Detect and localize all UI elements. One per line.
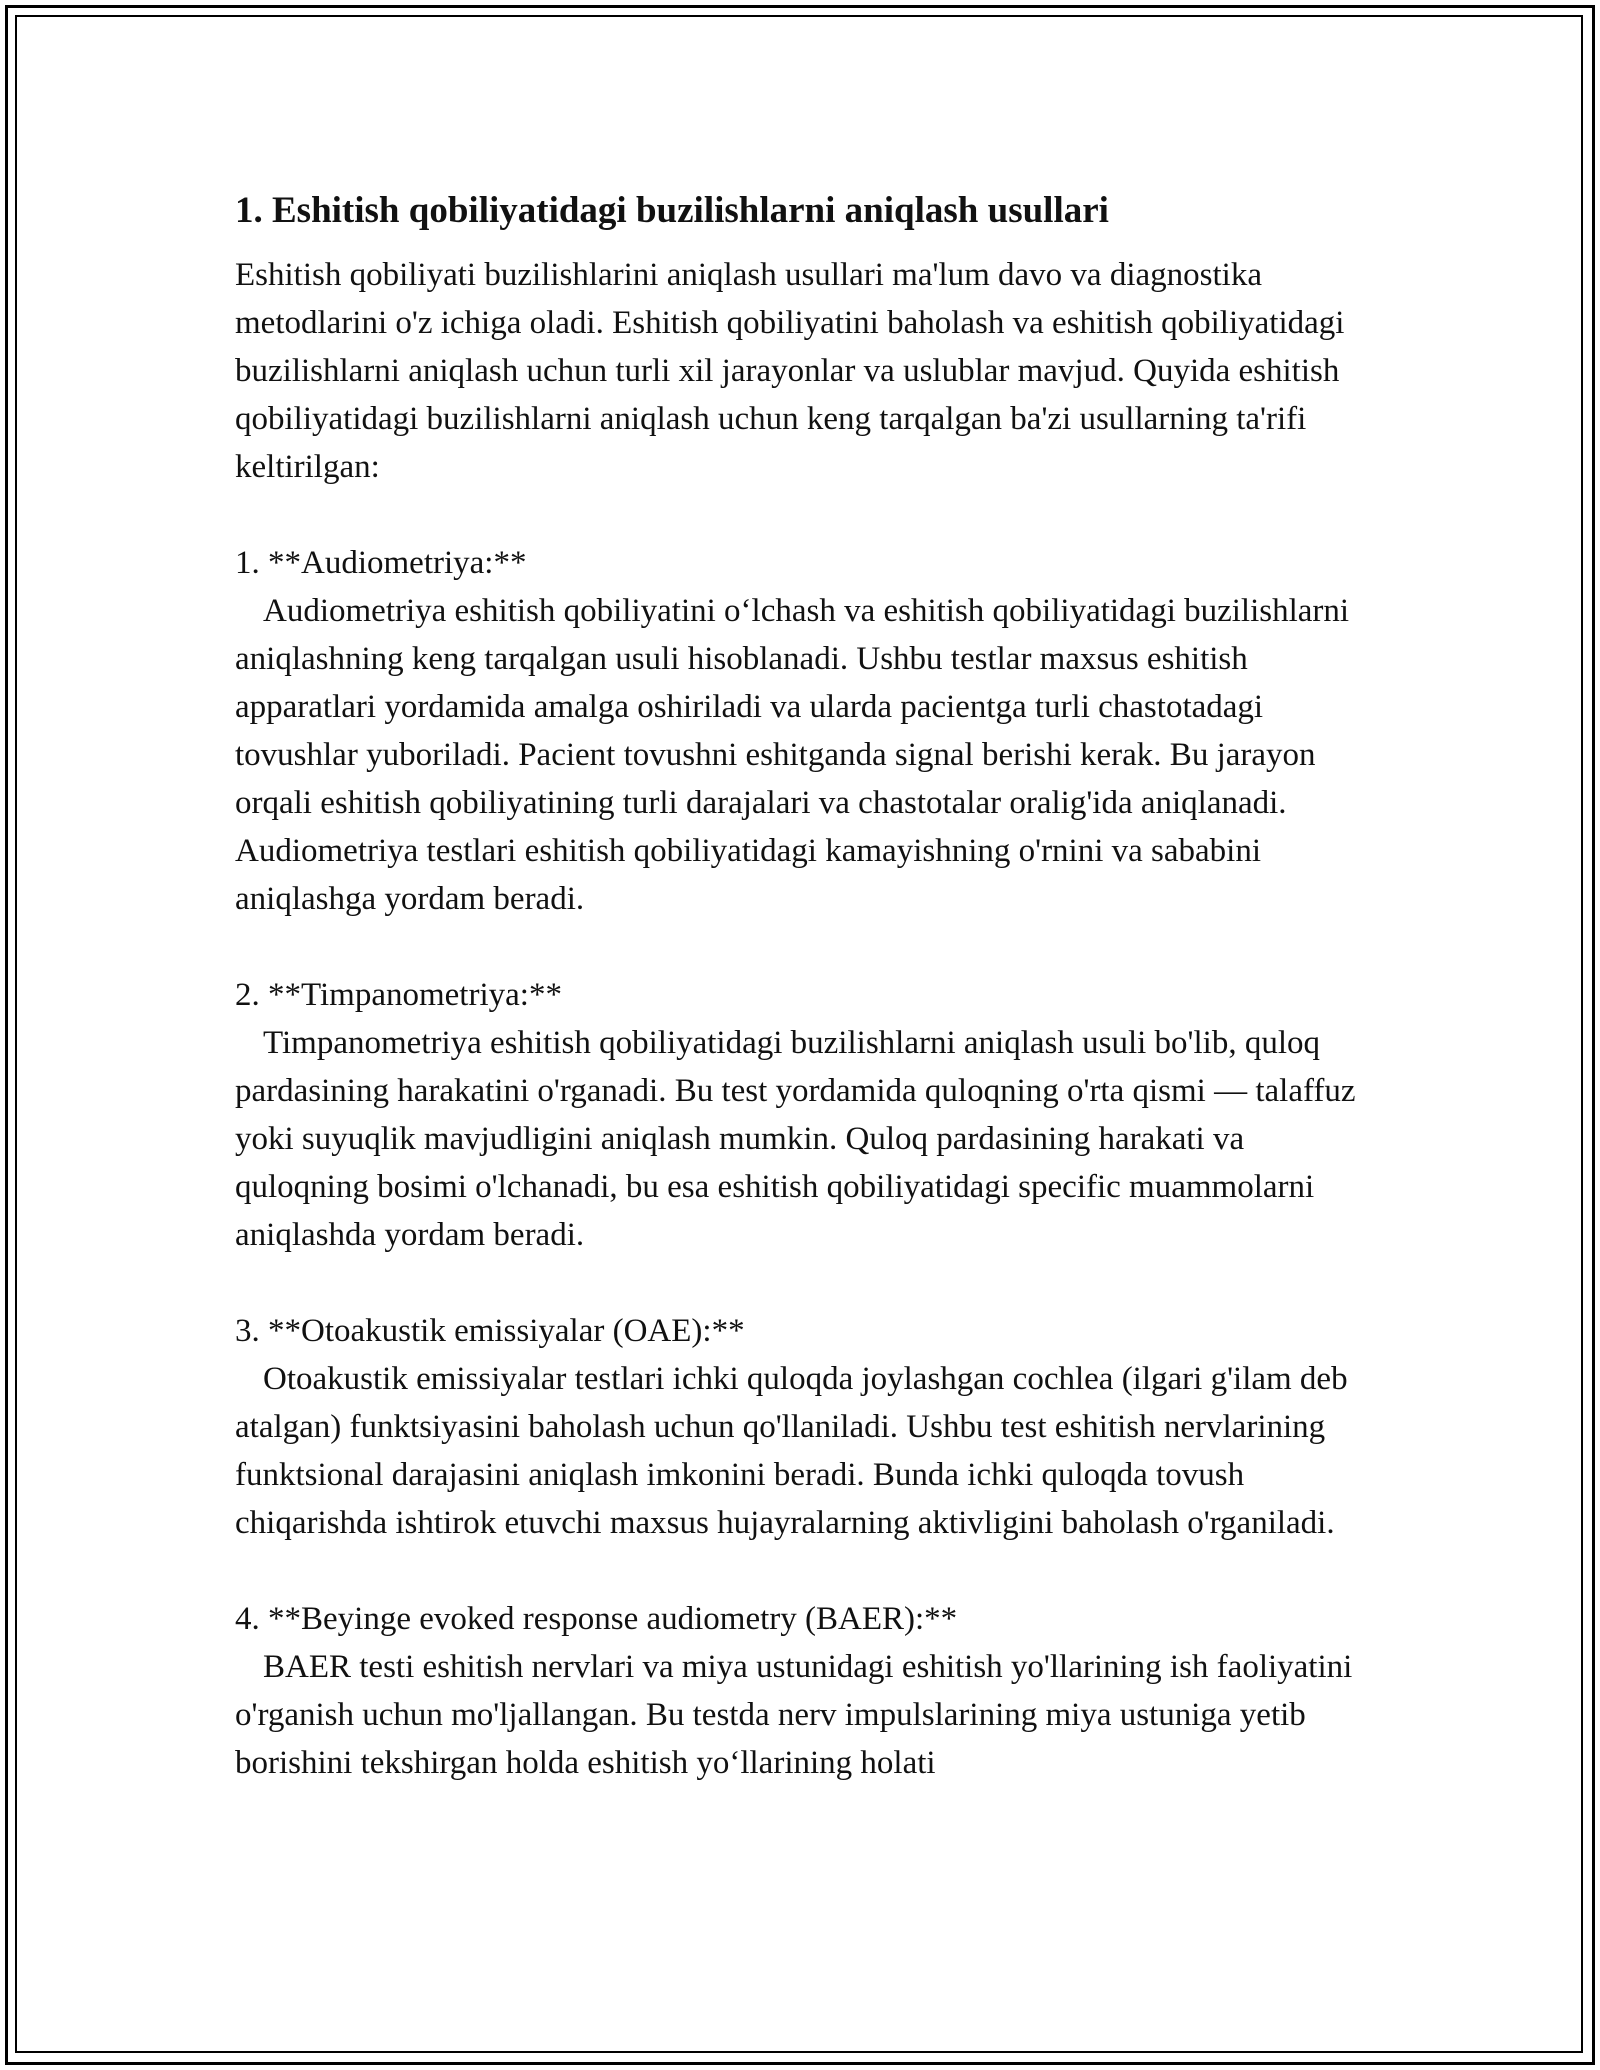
intro-paragraph: Eshitish qobiliyati buzilishlarini aniqlash usullari ma'lum davo va diagnostika metodlarini o'z ichiga oladi. Eshitish qobiliyatini baholash va eshitish qobiliyatidagi buzilishlarni aniqlash uchun turli xil jarayonlar va uslublar mavjud. Quyida eshitish qobiliyatidagi buzilishlarni aniqlash uchun keng tarqalgan ba'zi usullarning ta'rifi keltirilgan: [235, 257, 1345, 485]
section-body: Audiometriya eshitish qobiliyatini o‘lchash va eshitish qobiliyatidagi buzilishlarni aniqlashning keng tarqalgan usuli hisoblanadi. Ushbu testlar maxsus eshitish apparatlari yordamida amalga oshiriladi va ularda pacientga turli chastotadagi tovushlar yuboriladi. Pacient tovushni eshitganda signal berishi kerak. Bu jarayon orqali eshitish qobiliyatining turli darajalari va chastotalar oralig'ida aniqlanadi. Audiometriya testlari eshitish qobiliyatidagi kamayishning o'rnini va sababini aniqlashga yordam beradi. [235, 593, 1350, 917]
document-body [235, 186, 1365, 1787]
section-body: Otoakustik emissiyalar testlari ichki quloqda joylashgan cochlea (ilgari g'ilam deb atalgan) funktsiyasini baholash uchun qo'llaniladi. Ushbu test eshitish nervlarining funktsional darajasini aniqlash imkonini beradi. Bunda ichki quloqda tovush chiqarishda ishtirok etuvchi maxsus hujayralarning aktivligini baholash o'rganiladi. [235, 1361, 1348, 1541]
document-heading: 1. Eshitish qobiliyatidagi buzilishlarni aniqlash usullari [235, 190, 1109, 231]
section-baer [235, 1595, 1365, 1787]
section-title: 4. **Beyinge evoked response audiometry (BAER):** [235, 1601, 958, 1637]
section-body: BAER testi eshitish nervlari va miya ustunidagi eshitish yo'llarining ish faoliyatini o'rganish uchun mo'ljallangan. Bu testda nerv impulslarining miya ustuniga yetib borishini tekshirgan holda eshitish yo‘llarining holati [235, 1649, 1353, 1781]
section-otoakustik-emissiyalar [235, 1307, 1365, 1547]
section-title: 3. **Otoakustik emissiyalar (OAE):** [235, 1313, 745, 1349]
section-title: 2. **Timpanometriya:** [235, 977, 562, 1013]
section-audiometriya [235, 539, 1365, 923]
section-timpanometriya [235, 971, 1365, 1259]
section-title: 1. **Audiometriya:** [235, 545, 527, 581]
section-body: Timpanometriya eshitish qobiliyatidagi buzilishlarni aniqlash usuli bo'lib, quloq pardasining harakatini o'rganadi. Bu test yordamida quloqning o'rta qismi — talaffuz yoki suyuqlik mavjudligini aniqlash mumkin. Quloq pardasining harakati va quloqning bosimi o'lchanadi, bu esa eshitish qobiliyatidagi specific muammolarni aniqlashda yordam beradi. [235, 1025, 1356, 1253]
